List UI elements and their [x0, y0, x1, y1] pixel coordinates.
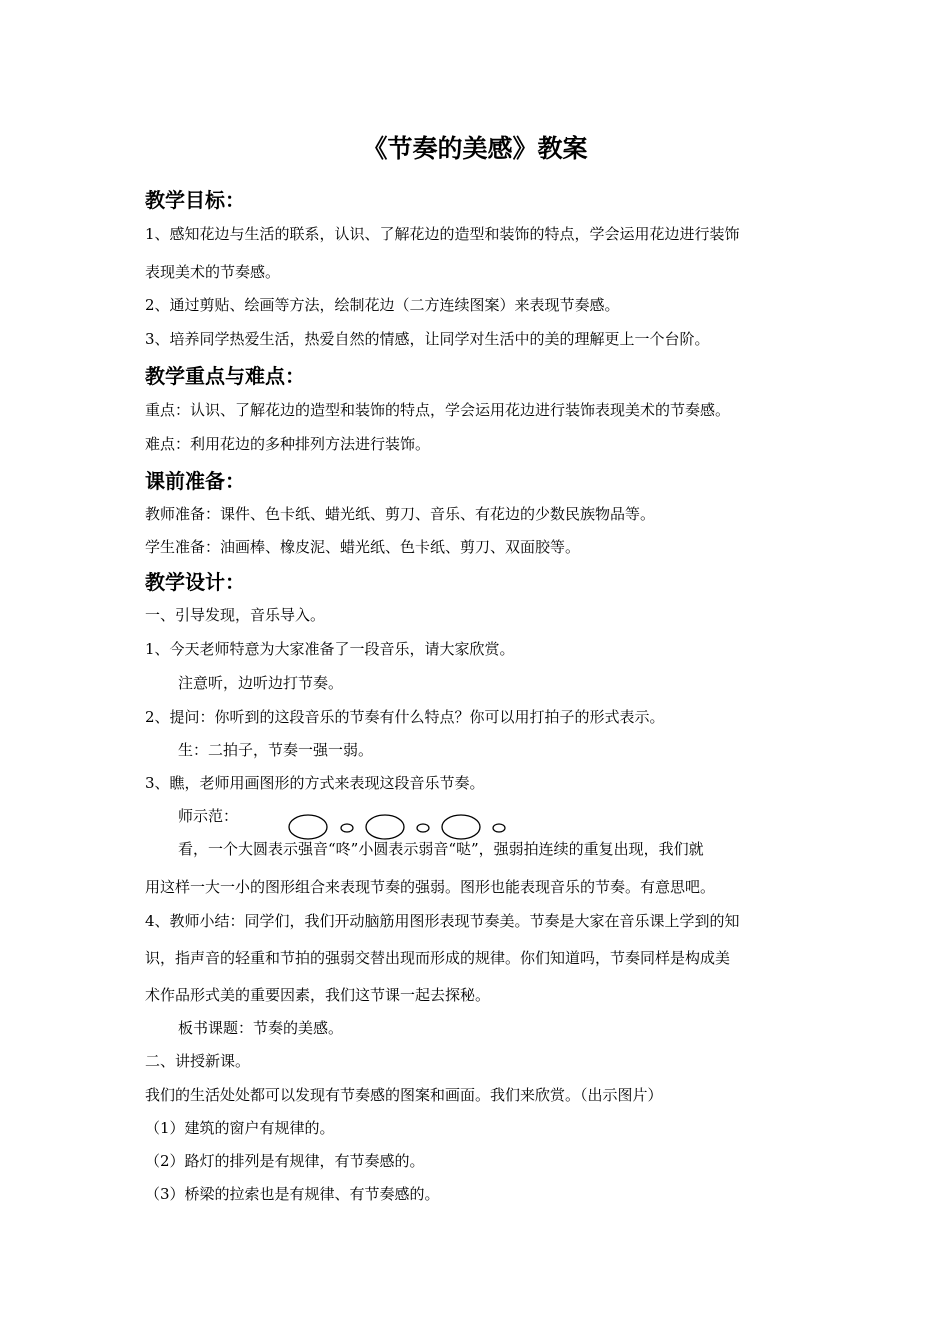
weak-beat-circle	[417, 824, 429, 832]
weak-beat-circle	[341, 824, 353, 832]
design-step-4-line-2: 识，指声音的轻重和节拍的强弱交替出现而形成的规律。你们知道吗，节奏同样是构成美	[145, 949, 731, 967]
design-intro: 我们的生活处处都可以发现有节奏感的图案和画面。我们来欣赏。（出示图片）	[145, 1086, 663, 1104]
goal-item-3: 3、培养同学热爱生活，热爱自然的情感，让同学对生活中的美的理解更上一个台阶。	[145, 330, 710, 348]
heading-goals: 教学目标：	[145, 188, 245, 212]
demo-label: 师示范：	[178, 807, 239, 825]
heading-design: 教学设计：	[145, 570, 245, 594]
design-step-4-line-1: 4、教师小结：同学们，我们开动脑筋用图形表现节奏美。节奏是大家在音乐课上学到的知	[145, 912, 740, 930]
example-3: （3）桥梁的拉索也是有规律、有节奏感的。	[145, 1185, 440, 1203]
goal-item-1-line-2: 表现美术的节奏感。	[145, 263, 281, 281]
design-step-2-answer: 生：二拍子，节奏一强一弱。	[178, 741, 374, 759]
preparation-student: 学生准备：油画棒、橡皮泥、蜡光纸、色卡纸、剪刀、双面胶等。	[145, 538, 581, 556]
board-title: 板书课题：节奏的美感。	[178, 1019, 344, 1037]
demo-explanation-line-2: 用这样一大一小的图形组合来表现节奏的强弱。图形也能表现音乐的节奏。有意思吧。	[145, 878, 716, 896]
heading-preparation: 课前准备：	[145, 469, 245, 493]
goal-item-2: 2、通过剪贴、绘画等方法，绘制花边（二方连续图案）来表现节奏感。	[145, 296, 620, 314]
strong-beat-circle	[366, 815, 404, 839]
example-1: （1）建筑的窗户有规律的。	[145, 1119, 335, 1137]
heading-key-points: 教学重点与难点：	[145, 364, 305, 388]
goal-item-1-line-1: 1、感知花边与生活的联系，认识、了解花边的造型和装饰的特点，学会运用花边进行装饰	[145, 225, 740, 243]
key-point-focus: 重点：认识、了解花边的造型和装饰的特点，学会运用花边进行装饰表现美术的节奏感。	[145, 401, 731, 419]
design-part-2: 二、讲授新课。	[145, 1052, 251, 1070]
design-step-1-note: 注意听，边听边打节奏。	[178, 674, 344, 692]
design-part-1: 一、引导发现，音乐导入。	[145, 606, 326, 624]
strong-beat-circle	[442, 815, 480, 839]
document-title: 《节奏的美感》教案	[362, 134, 588, 163]
design-step-4-line-3: 术作品形式美的重要因素，我们这节课一起去探秘。	[145, 986, 491, 1004]
key-point-difficulty: 难点：利用花边的多种排列方法进行装饰。	[145, 435, 431, 453]
demo-explanation-line-1: 看，一个大圆表示强音“咚”小圆表示弱音“哒”，强弱拍连续的重复出现，我们就	[178, 840, 704, 858]
preparation-teacher: 教师准备：课件、色卡纸、蜡光纸、剪刀、音乐、有花边的少数民族物品等。	[145, 505, 656, 523]
weak-beat-circle	[493, 824, 505, 832]
example-2: （2）路灯的排列是有规律，有节奏感的。	[145, 1152, 425, 1170]
strong-beat-circle	[289, 815, 327, 839]
design-step-2: 2、提问：你听到的这段音乐的节奏有什么特点？你可以用打拍子的形式表示。	[145, 708, 665, 726]
design-step-1: 1、今天老师特意为大家准备了一段音乐，请大家欣赏。	[145, 640, 515, 658]
design-step-3: 3、瞧，老师用画图形的方式来表现这段音乐节奏。	[145, 774, 485, 792]
